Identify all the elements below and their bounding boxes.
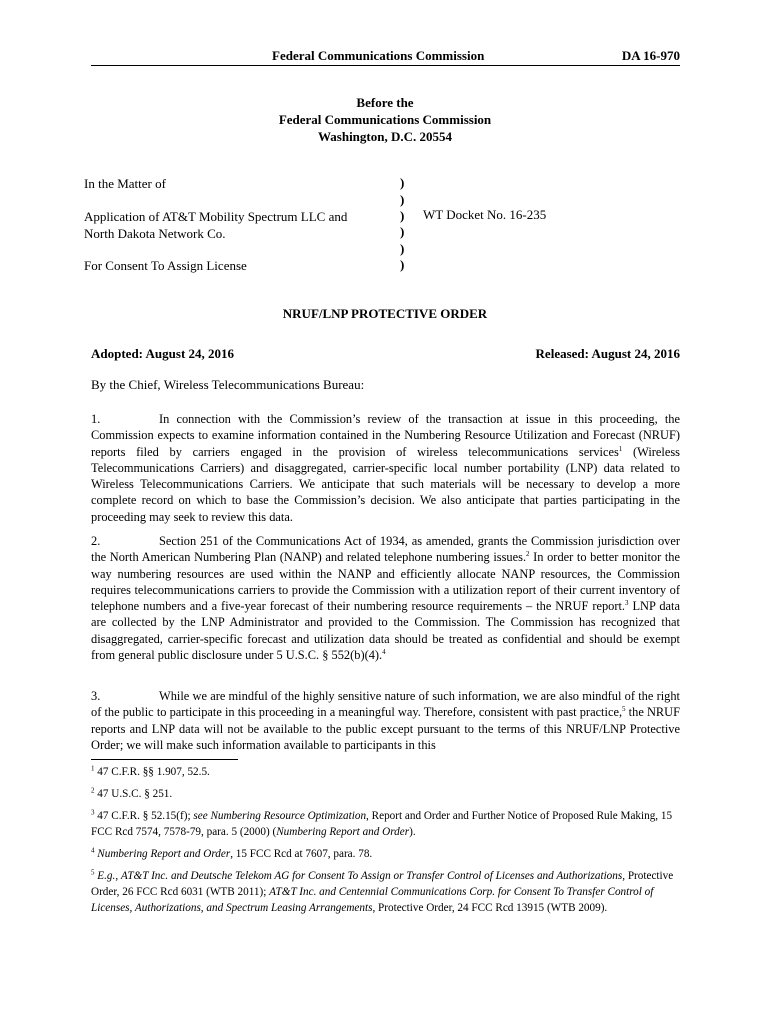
paragraph-text: In connection with the Commission’s review of the transaction at issue in this proceeding, the Commission expects to examine information contained in the Numbering Resource Utilization and Forecast (NRUF) reports filed by carriers engaged in the provision of wireless telecommunications services [91, 412, 680, 459]
caption-location: Washington, D.C. 20554 [318, 129, 452, 144]
caption-agency: Federal Communications Commission [278, 112, 492, 127]
paragraph-2 [91, 533, 680, 663]
caption-paren: ) [400, 175, 405, 190]
footnote-number: 1 [91, 764, 95, 773]
paragraph-text: the NRUF reports and LNP data will not be available to the public except pursuant to the terms of this NRUF/LNP Protective Order; we will make such information available to participants in this [91, 705, 680, 752]
footnote-text: 47 C.F.R. §§ 1.907, 52.5. [97, 766, 210, 778]
caption-paren: ) [400, 192, 405, 207]
order-title: NRUF/LNP PROTECTIVE ORDER [282, 306, 488, 321]
application-line-2: North Dakota Network Co. [84, 226, 226, 241]
footnote-4 [91, 847, 680, 863]
released-date: Released: August 24, 2016 [535, 346, 680, 361]
footnote-text: 47 C.F.R. § 52.15(f); [97, 810, 194, 822]
footnote-number: 2 [91, 786, 95, 795]
paragraph-number: 3. [91, 689, 101, 703]
footnote-separator [91, 759, 238, 760]
footnote-italic: Numbering Report and Order [97, 848, 231, 860]
caption-paren: ) [400, 257, 405, 272]
footnote-ref[interactable]: 1 [618, 444, 623, 453]
paragraph-1 [91, 411, 680, 525]
footnote-italic: E.g. [97, 870, 116, 882]
footnote-italic: AT&T Inc. and Deutsche Telekom AG for Consent To Assign or Transfer Control of Licenses and Authorizations [120, 870, 623, 882]
footnote-italic: Numbering Report and Order [276, 825, 410, 838]
footnote-italic: AT&T Inc. and Centennial Communications Corp. for Consent To Transfer Control of Licenses, Authorizations, and Spectrum Leasing Arrangements [91, 885, 654, 914]
consent-text: For Consent To Assign License [84, 258, 247, 273]
footnote-ref[interactable]: 5 [622, 705, 626, 714]
footnote-ref[interactable]: 3 [625, 599, 629, 608]
issuing-authority: By the Chief, Wireless Telecommunications Bureau: [91, 377, 365, 392]
paragraph-number: 1. [91, 412, 101, 426]
footnote-text: , Protective Order, 24 FCC Rcd 13915 (WTB 2009). [372, 901, 608, 914]
caption-paren: ) [400, 241, 405, 256]
footnote-3 [91, 809, 680, 841]
footnote-italic: see Numbering Resource Optimization [193, 810, 367, 822]
footnote-text: , 15 FCC Rcd at 7607, para. 78. [230, 848, 373, 860]
footnote-number: 5 [91, 868, 95, 877]
in-the-matter: In the Matter of [84, 176, 166, 191]
docket-number: WT Docket No. 16-235 [423, 207, 547, 222]
caption-before: Before the [356, 95, 414, 110]
paragraph-text: While we are mindful of the highly sensitive nature of such information, we are also mindful of the right of the public to participate in this proceeding in a meaningful way. Therefore, consistent with past practice, [91, 689, 680, 720]
application-line-1: Application of AT&T Mobility Spectrum LLC and [84, 209, 348, 224]
adopted-date: Adopted: August 24, 2016 [91, 346, 235, 361]
footnote-text: , [115, 870, 121, 882]
caption-heading [0, 94, 770, 145]
application-text [84, 208, 347, 242]
footnote-5 [91, 869, 680, 916]
paragraph-text: In order to better monitor the way numbering resources are used within the NANP and efficiently allocate NANP resources, the Commission requires telecommunications carriers to provide the Commission with a utilization report of their current inventory of telephone numbers and a five-year forecast of their numbering resource requirements – the NRUF report. [91, 550, 680, 614]
page-header [91, 47, 680, 66]
footnote-text: , Report and Order and Further Notice of Proposed Rule Making, 15 FCC Rcd 7574, 7578-79, para. 5 (2000) ( [91, 810, 673, 838]
paragraph-text: (Wireless Telecommunications Carriers) and disaggregated, carrier-specific local number portability (LNP) data related to Wireless Telecommunications Carriers. We anticipate that such materials will be necessary to develop a more complete record on which to base the Commission’s decision. We also anticipate that parties participating in the proceeding may seek to review this data. [91, 444, 681, 524]
caption-paren: ) [400, 224, 405, 239]
footnote-text: , Protective Order, 26 FCC Rcd 6031 (WTB 2011); [91, 870, 674, 898]
header-doc-number: DA 16-970 [621, 48, 680, 63]
paragraph-text: Section 251 of the Communications Act of 1934, as amended, grants the Commission jurisdiction over the North American Numbering Plan (NANP) and related telephone numbering issues. [91, 534, 680, 565]
footnote-text: 47 U.S.C. § 251. [97, 788, 173, 800]
footnote-1 [91, 765, 680, 781]
paragraph-number: 2. [91, 534, 101, 548]
paragraph-3 [91, 688, 680, 753]
footnote-2 [91, 787, 680, 803]
footnote-ref[interactable]: 4 [382, 647, 386, 656]
paragraph-text: LNP data are collected by the LNP Administrator and provided to the Commission. The Commission has recognized that disaggregated, carrier-specific forecast and utilization data should be treated as confidential and should be exempt from general public disclosure under 5 U.S.C. § 552(b)(4). [91, 599, 681, 663]
footnote-number: 3 [91, 808, 95, 817]
header-agency: Federal Communications Commission [272, 48, 485, 63]
footnote-text: ). [409, 825, 416, 838]
footnote-ref[interactable]: 2 [526, 550, 530, 559]
caption-paren: ) [400, 208, 405, 223]
footnote-number: 4 [91, 846, 95, 855]
